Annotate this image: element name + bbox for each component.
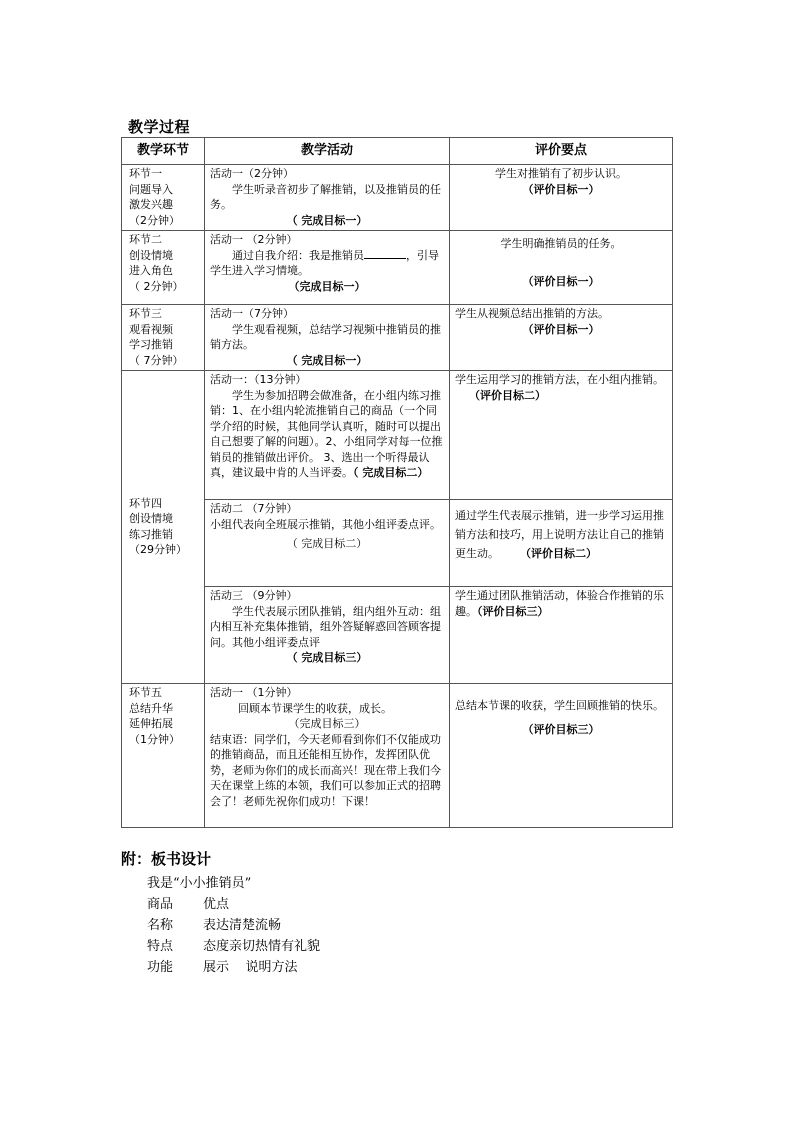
stage-cell: 环节三 观看视频 学习推销 （ 7分钟） [122,305,205,371]
fill-blank [364,248,406,259]
stage-cell: 环节一 问题导入 激发兴趣 （2分钟） [122,165,205,231]
table-row [122,305,673,371]
header-stage: 教学环节 [122,138,205,165]
evaluation-goal: （评价目标三） [477,604,549,618]
activity-goal: （ 完成目标一） [286,353,368,367]
activity-goal: （ 完成目标三） [286,651,368,664]
evaluation-text: 通过学生代表展示推销，进一步学习运用推销方法和技巧，用上说明方法让自己的推销更生动。 （评价目标二） [455,509,664,560]
activity-text-pre: 通过自我介绍：我是推销员 [232,248,364,262]
evaluation-text: 学生明确推销员的任务。 [500,237,622,250]
activity-text: 学生代表展示团队推销，组内组外互动：组内相互补充集体推销，组外答疑解惑回答顾客提问。其他小组评委点评 [210,604,441,649]
activity-heading: 活动一（2分钟） [210,167,294,180]
activity-goal: （完成目标一） [288,279,366,293]
activity-cell [205,500,450,587]
activity-cell [205,165,450,231]
evaluation-text: 学生通过团队推销活动，体验合作推销的乐趣。（评价目标三） [455,589,664,618]
evaluation-cell [450,587,673,684]
evaluation-text: 学生运用学习的推销方法，在小组内推销。 [455,373,664,386]
table-row [122,371,673,500]
evaluation-goal: （评价目标一） [522,274,600,288]
activity-goal: （ 完成目标二） [353,466,429,479]
evaluation-cell [450,305,673,371]
table-row [122,231,673,305]
evaluation-goal: （评价目标一） [522,182,600,196]
evaluation-goal: （评价目标一） [522,322,600,336]
activity-text: 学生为参加招聘会做准备，在小组内练习推销：1、在小组内轮流推销自己的商品（一个同学介绍的时候，其他同学认真听，随时可以提出自己想要了解的问题）。2、小组同学对每一位推销员的推销做出评价。 3、选出一个听得最认真，建议最中肯的人当评委。（ 完成目标二） [210,388,443,479]
activity-text: 学生观看视频，总结学习视频中推销员的推销方法。 [210,322,441,351]
activity-goal: （ 完成目标一） [286,213,368,227]
table-row [122,165,673,231]
activity-cell [205,231,450,305]
evaluation-goal: （评价目标二） [469,388,546,402]
activity-heading: 活动一（7分钟） [210,307,294,320]
table-row [122,684,673,828]
section-title: 教学过程 [128,118,191,136]
activity-goal: （ 完成目标二） [286,537,368,550]
activity-heading: 活动一：（13分钟） [210,373,307,386]
activity-cell [205,371,450,500]
board-design [121,848,320,978]
stage-cell: 环节四 创设情境 练习推销 （29分钟） [122,371,205,684]
stage-cell: 环节二 创设情境 进入角色 （ 2分钟） [122,231,205,305]
activity-text-post: ，引导学生进入学习情境。 [210,248,439,277]
evaluation-text: 总结本节课的收获，学生回顾推销的快乐。 [455,699,664,712]
board-line: 特点 态度亲切热情有礼貌 [147,939,321,954]
activity-heading: 活动三 （9分钟） [210,589,298,602]
activity-heading: 活动二 （7分钟） [210,502,298,515]
activity-heading: 活动一 （1分钟） [210,686,298,699]
activity-text [210,248,444,279]
evaluation-cell [450,165,673,231]
board-line: 商品 优点 [147,897,230,912]
activity-cell [205,684,450,828]
activity-heading: 活动一 （2分钟） [210,233,298,246]
evaluation-goal: （评价目标三） [522,722,600,736]
closing-remarks: 结束语：同学们，今天老师看到你们不仅能成功的推销商品，而且还能相互协作，发挥团队优势，老师为你们的成长而高兴！现在带上我们今天在课堂上练的本领，我们可以参加正式的招聘会了！老师先祝你们成功！下课！ [210,732,441,808]
activity-cell [205,305,450,371]
evaluation-cell [450,500,673,587]
board-headline: 我是“小小推销员” [147,876,252,891]
board-line: 名称 表达清楚流畅 [147,918,282,933]
table-header-row [122,138,673,165]
evaluation-cell [450,371,673,500]
activity-text: 学生听录音初步了解推销，以及推销员的任务。 [210,182,441,211]
activity-text: 回顾本节课学生的收获，成长。 [238,701,392,715]
evaluation-goal: （评价目标二） [519,547,597,560]
header-evaluation: 评价要点 [450,138,673,165]
table-row [122,500,673,587]
evaluation-text: 学生对推销有了初步认识。 [495,167,627,180]
board-line: 功能 展示 说明方法 [147,960,298,975]
board-title: 附：板书设计 [121,850,212,868]
evaluation-text: 学生从视频总结出推销的方法。 [455,307,609,320]
evaluation-cell [450,231,673,305]
evaluation-cell [450,684,673,828]
activity-cell [205,587,450,684]
table-row [122,587,673,684]
lesson-process-table [121,137,673,828]
activity-goal: （完成目标三） [288,717,366,730]
activity-text: 小组代表向全班展示推销，其他小组评委点评。 [210,517,441,531]
header-activity: 教学活动 [205,138,450,165]
stage-cell: 环节五 总结升华 延伸拓展 （1分钟） [122,684,205,828]
